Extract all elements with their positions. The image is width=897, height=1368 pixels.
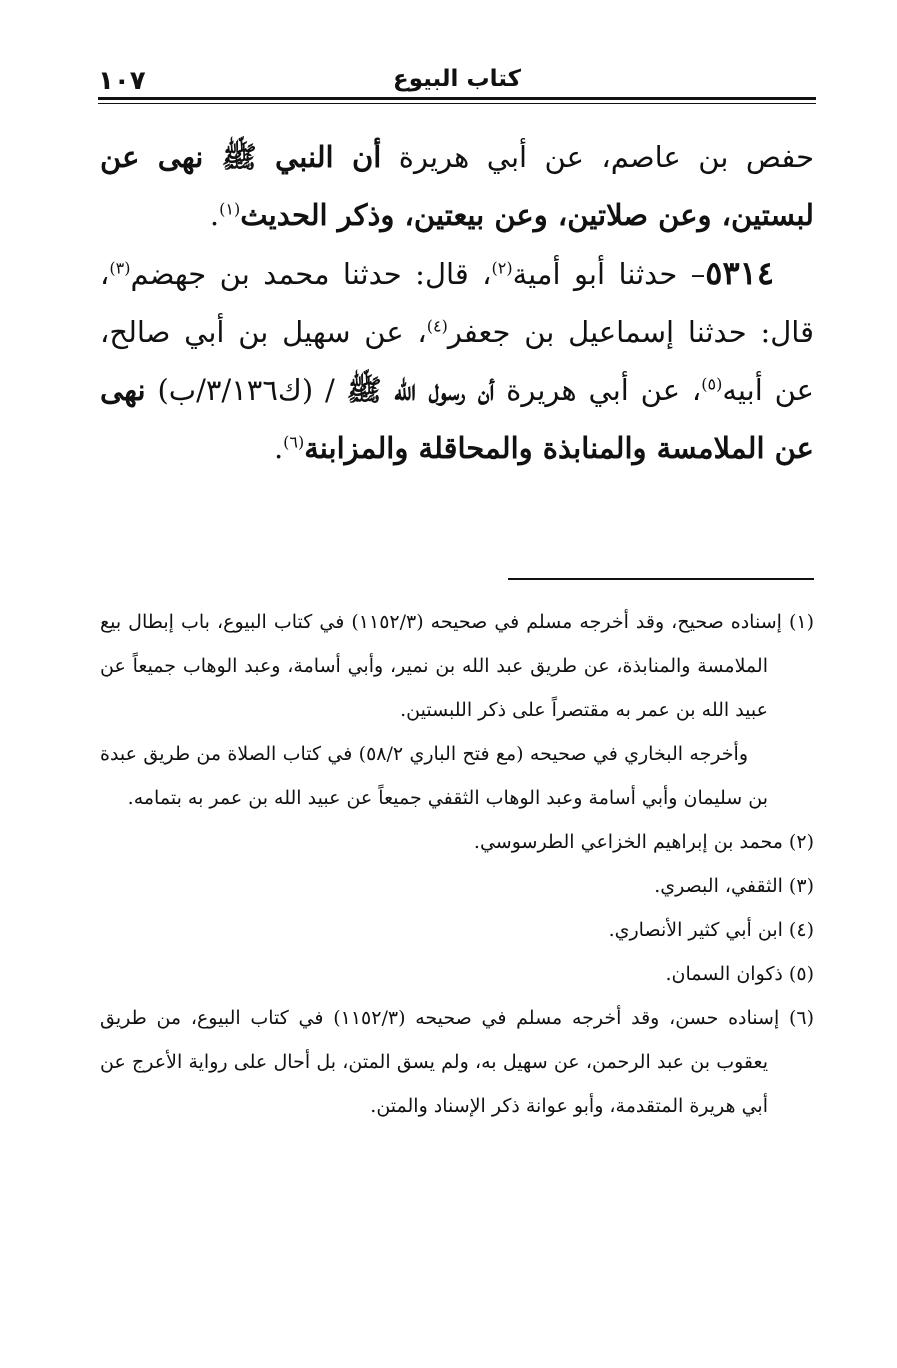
footnote-ref: (٦): [283, 432, 305, 452]
hadith-text: أن النبي ﷺ نهى عن لبستين، وعن صلاتين، وعن بيعتين، وذكر الحديث: [100, 140, 814, 232]
text-run: حفص بن عاصم، عن أبي هريرة: [381, 140, 814, 174]
running-title: كتاب البيوع: [393, 66, 521, 92]
page-number: ١٠٧: [98, 66, 146, 96]
footnote-ref: (٣): [109, 258, 131, 278]
footnote-2: (٢) محمد بن إبراهيم الخزاعي الطرسوسي.: [473, 831, 814, 853]
hadith-text: أن رسول الله ﷺ: [346, 373, 495, 407]
footnote-1-continuation: وأخرجه البخاري في صحيحه (مع فتح الباري ٥٨/٢) في كتاب الصلاة من طريق عبدة بن سليمان وأبي أسامة وعبد الوهاب الثقفي جميعاً عن عبيد الله بن عمر به بتمامه.: [100, 743, 768, 809]
footnotes: [100, 600, 814, 1128]
footnote-ref: (١): [219, 199, 241, 219]
hadith-number: ٥٣١٤: [705, 254, 774, 292]
header-rule: [98, 97, 816, 100]
footnote-1: (١) إسناده صحيح، وقد أخرجه مسلم في صحيحه (١١٥٢/٣) في كتاب البيوع، باب إبطال بيع الملامسة والمنابذة، عن طريق عبد الله بن نمير، وأبي أسامة، وعبد الوهاب جميعاً عن عبيد الله بن عمر به مقتصراً على ذكر اللبستين.: [100, 611, 815, 721]
hadith-paragraph: [100, 244, 814, 477]
manuscript-ref: / (ك٣/١٣٦/ب): [145, 373, 347, 407]
main-text: [100, 128, 814, 477]
footnote-ref: (٤): [426, 316, 448, 336]
header-rule-thin: [98, 103, 816, 104]
text-run: ، قال: حدثنا إسماعيل بن جعفر: [100, 257, 814, 349]
text-run: – حدثنا أبو أمية: [512, 257, 706, 291]
footnote-5: (٥) ذكوان السمان.: [665, 963, 814, 985]
text-run: ، عن سهيل بن أبي صالح، عن أبيه: [100, 315, 814, 407]
text-run: .: [209, 198, 220, 232]
footnote-6: (٦) إسناده حسن، وقد أخرجه مسلم في صحيحه (١١٥٢/٣) في كتاب البيوع، من طريق يعقوب بن عبد الرحمن، عن سهيل به، ولم يسق المتن، بل أحال على رواية الأعرج عن أبي هريرة المتقدمة، وأبو عوانة ذكر الإسناد والمتن.: [100, 1007, 814, 1117]
footnote-separator: [508, 578, 814, 580]
paragraph-continuation: [100, 128, 814, 244]
footnote-3: (٣) الثقفي، البصري.: [654, 875, 814, 897]
text-run: ، عن أبي هريرة: [494, 373, 702, 407]
text-run: ، قال: حدثنا محمد بن جهضم: [130, 257, 492, 291]
text-run: .: [273, 431, 284, 465]
footnote-ref: (٢): [491, 258, 513, 278]
hadith-text: نهى عن الملامسة والمنابذة والمحاقلة والمزابنة: [100, 373, 814, 465]
footnote-ref: (٥): [701, 374, 723, 394]
page-header: [98, 60, 816, 100]
footnote-4: (٤) ابن أبي كثير الأنصاري.: [608, 919, 814, 941]
